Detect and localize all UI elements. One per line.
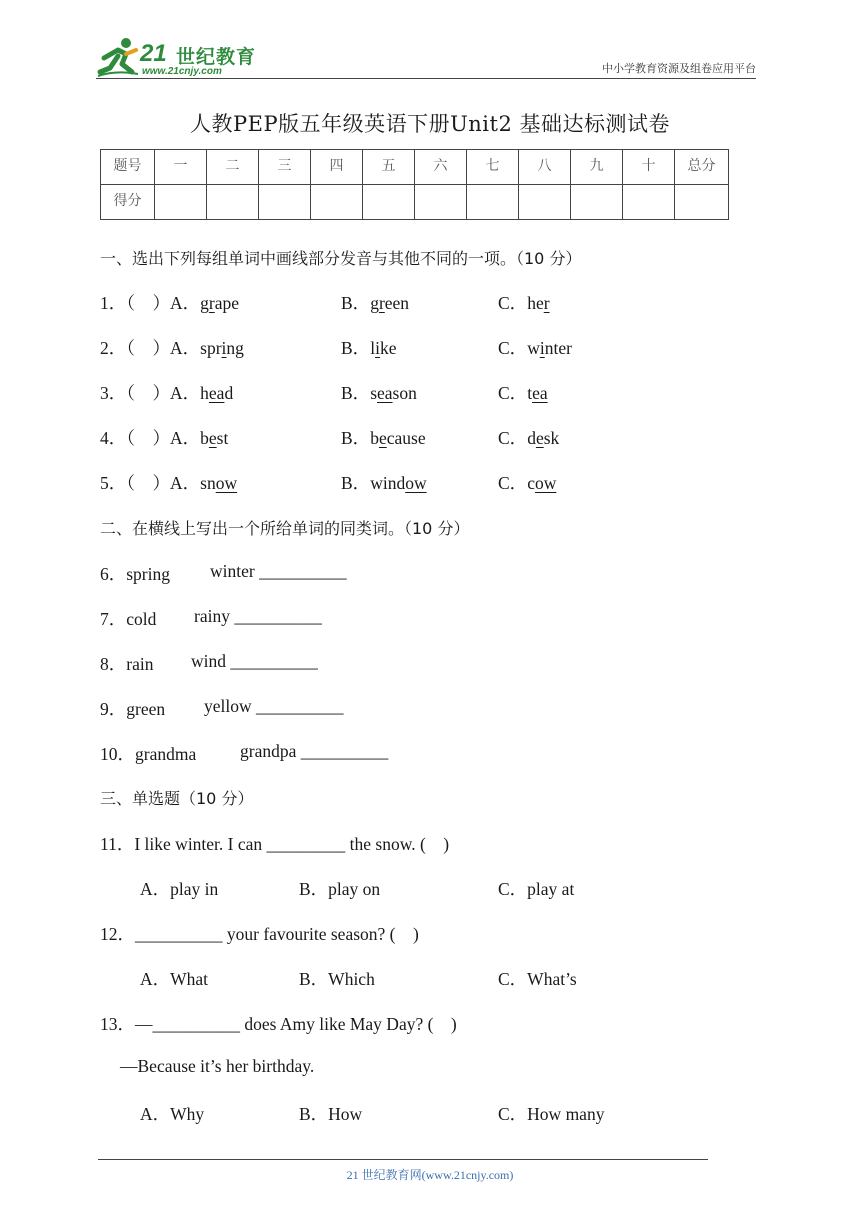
logo-url: www.21cnjy.com [142, 66, 222, 77]
score-table-cell [311, 150, 363, 185]
score-entry-cell[interactable] [415, 185, 467, 220]
option-label: B． [341, 383, 371, 403]
answer-paren[interactable]: （ ） [126, 338, 170, 358]
score-table-cell [415, 150, 467, 185]
answer-blank[interactable]: rainy __________ [194, 606, 322, 626]
option-c[interactable]: C．play at [498, 879, 575, 899]
option-label: A． [170, 428, 201, 448]
score-table-header-row [101, 150, 729, 185]
option-b[interactable]: B．How [299, 1104, 363, 1124]
option-word: cow [527, 473, 557, 493]
question-row [100, 696, 165, 721]
footer-link[interactable]: 21 世纪教育网(www.21cnjy.com) [346, 1168, 514, 1182]
question-number: 2． [100, 338, 127, 358]
option-b [341, 290, 409, 315]
option-c [498, 335, 572, 360]
score-table-cell [207, 150, 259, 185]
option-label: B． [341, 293, 371, 313]
option-word: snow [200, 473, 238, 493]
score-table [100, 149, 729, 220]
page-title: 人教PEP版五年级英语下册Unit2 基础达标测试卷 [189, 112, 670, 136]
question-row [100, 425, 228, 450]
option-word: because [370, 428, 426, 448]
question-row [100, 335, 244, 360]
option-b[interactable]: B．play on [299, 879, 381, 899]
footer-divider [98, 1159, 708, 1160]
score-table-cell [155, 150, 207, 185]
score-entry-cell[interactable] [467, 185, 519, 220]
option-b [341, 380, 417, 405]
question-text: —__________ does Amy like May Day? ( ) [135, 1014, 457, 1034]
question-text: __________ your favourite season? ( ) [135, 924, 419, 944]
question-row [100, 561, 170, 586]
score-table-label: 六 [433, 158, 448, 174]
answer-paren[interactable]: （ ） [126, 293, 170, 313]
question-row [100, 651, 153, 676]
section-2-heading: 二、在横线上写出一个所给单词的同类词。（10 分） [100, 519, 470, 538]
question-number: 3． [100, 383, 127, 403]
score-table-score-row [101, 185, 729, 220]
option-label: B． [341, 473, 371, 493]
option-b [341, 425, 426, 450]
question-number: 8． [100, 654, 127, 674]
option-c [498, 470, 556, 495]
question-row [100, 470, 237, 495]
option-label: C． [498, 293, 528, 313]
answer-blank[interactable]: winter __________ [210, 561, 347, 581]
option-word: season [370, 383, 417, 403]
option-b[interactable]: B．Which [299, 969, 375, 989]
option-label: C． [498, 428, 528, 448]
option-word: green [370, 293, 410, 313]
question-number: 10． [100, 744, 135, 764]
score-table-label: 二 [225, 158, 240, 174]
option-label: B． [341, 428, 371, 448]
score-table-cell [519, 150, 571, 185]
given-word: cold [126, 609, 157, 629]
option-c [498, 425, 559, 450]
option-label: B． [341, 338, 371, 358]
option-word: grape [200, 293, 240, 313]
question-number: 5． [100, 473, 127, 493]
score-table-cell [675, 150, 729, 185]
question-row [100, 831, 449, 856]
given-word: rain [126, 654, 154, 674]
question-row [100, 921, 419, 946]
option-a[interactable]: A．What [140, 969, 209, 989]
score-entry-cell[interactable] [207, 185, 259, 220]
score-entry-cell[interactable] [675, 185, 729, 220]
score-table-label: 四 [329, 158, 344, 174]
question-row [100, 290, 239, 315]
question-number: 6． [100, 564, 127, 584]
option-b [341, 335, 396, 360]
question-number: 13． [100, 1014, 135, 1034]
score-table-label: 五 [381, 158, 396, 174]
question-row [100, 741, 196, 766]
score-table-label: 总分 [687, 158, 716, 174]
header-divider [96, 78, 756, 79]
option-word: best [200, 428, 229, 448]
logo-number: 21 [140, 40, 167, 67]
answer-blank[interactable]: wind __________ [191, 651, 318, 671]
runner-logo-icon [96, 36, 140, 78]
site-tagline: 中小学教育资源及组卷应用平台 [602, 62, 756, 75]
question-text: I like winter. I can _________ the snow. ( ) [134, 834, 450, 854]
score-table-label: 三 [277, 158, 292, 174]
question-number: 1． [100, 293, 127, 313]
score-table-cell [467, 150, 519, 185]
answer-paren[interactable]: （ ） [126, 473, 170, 493]
answer-blank[interactable]: grandpa __________ [240, 741, 389, 761]
score-table-label: 十 [641, 158, 656, 174]
option-c[interactable]: C．How many [498, 1104, 605, 1124]
option-word: winter [527, 338, 572, 358]
given-word: grandma [135, 744, 197, 764]
option-word: desk [527, 428, 560, 448]
option-word: window [370, 473, 427, 493]
section-3-heading: 三、单选题（10 分） [100, 789, 254, 808]
option-label: A． [170, 293, 201, 313]
option-label: A． [170, 473, 201, 493]
score-table-label: 八 [537, 158, 552, 174]
option-word: tea [527, 383, 548, 403]
option-c [498, 380, 548, 405]
score-entry-cell[interactable] [623, 185, 675, 220]
question-number: 12． [100, 924, 135, 944]
answer-paren[interactable]: （ ） [126, 383, 170, 403]
score-table-cell [101, 150, 155, 185]
score-table-label: 七 [485, 158, 500, 174]
score-entry-cell[interactable] [363, 185, 415, 220]
answer-blank[interactable]: yellow __________ [204, 696, 344, 716]
option-a[interactable]: A．Why [140, 1104, 205, 1124]
score-table-cell [571, 150, 623, 185]
answer-paren[interactable]: （ ） [126, 428, 170, 448]
question-number: 4． [100, 428, 127, 448]
section-1-heading: 一、选出下列每组单词中画线部分发音与其他不同的一项。（10 分） [100, 249, 582, 268]
option-label: C． [498, 383, 528, 403]
option-label: C． [498, 338, 528, 358]
question-row [100, 1011, 457, 1036]
score-entry-cell[interactable] [519, 185, 571, 220]
given-word: green [126, 699, 166, 719]
site-logo [96, 36, 266, 80]
option-word: head [200, 383, 234, 403]
score-table-cell [623, 150, 675, 185]
score-table-label: 一 [173, 158, 188, 174]
score-row-label: 得分 [113, 193, 142, 209]
score-entry-cell[interactable] [311, 185, 363, 220]
option-label: A． [170, 338, 201, 358]
option-c [498, 290, 550, 315]
option-word: like [370, 338, 397, 358]
option-label: A． [170, 383, 201, 403]
logo-chinese-name: 世纪教育 [176, 46, 257, 68]
score-table-cell [363, 150, 415, 185]
option-c[interactable]: C．What’s [498, 969, 577, 989]
option-b [341, 470, 427, 495]
option-a[interactable]: A．play in [140, 879, 219, 899]
score-table-cell [259, 150, 311, 185]
score-table-cell [101, 185, 155, 220]
dialogue-reply: —Because it’s her birthday. [120, 1056, 315, 1076]
score-table-label: 九 [589, 158, 604, 174]
score-table-label: 题号 [113, 158, 142, 174]
option-label: C． [498, 473, 528, 493]
score-entry-cell[interactable] [571, 185, 623, 220]
question-row [100, 606, 156, 631]
given-word: spring [126, 564, 170, 584]
question-number: 7． [100, 609, 127, 629]
score-entry-cell[interactable] [155, 185, 207, 220]
score-entry-cell[interactable] [259, 185, 311, 220]
option-word: her [527, 293, 550, 313]
question-number: 11． [100, 834, 135, 854]
question-row [100, 380, 233, 405]
option-word: spring [200, 338, 244, 358]
question-number: 9． [100, 699, 127, 719]
